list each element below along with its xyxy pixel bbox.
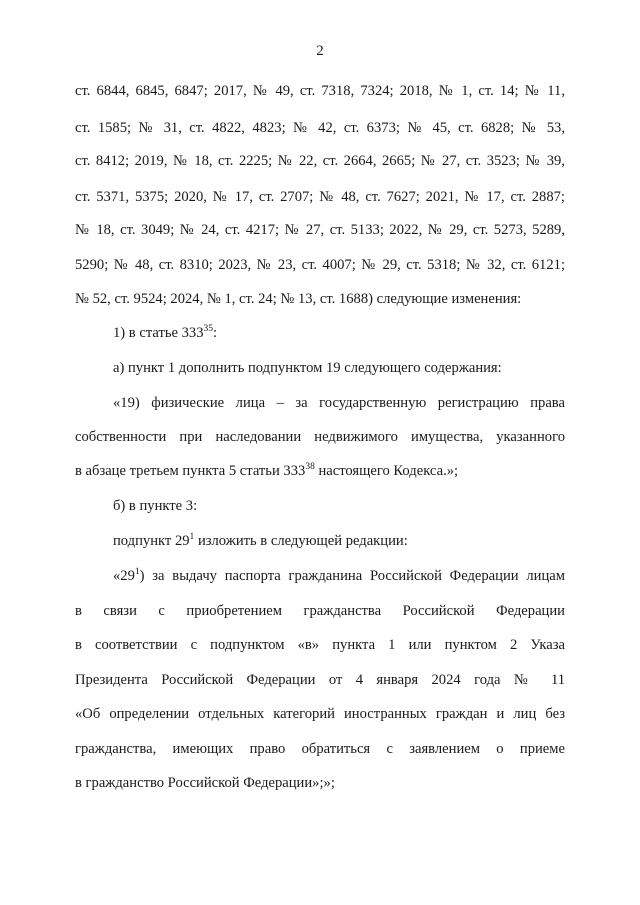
- quote19-line3-post: настоящего Кодекса.»;: [314, 463, 459, 479]
- quote29-l1-pre: «29: [113, 568, 135, 584]
- quote19-line: «19) физические лица – за государственную регистрацию права: [113, 395, 565, 411]
- quote29-l1-post: ) за выдачу паспорта гражданина Российской Федерации лицам: [139, 568, 565, 584]
- item-1-text: 1) в статье 333: [113, 325, 204, 341]
- quote29-line: «Об определении отдельных категорий иностранных граждан и лиц без: [75, 706, 565, 722]
- page-number: 2: [316, 43, 324, 59]
- text-line: ст. 1585; № 31, ст. 4822, 4823; № 42, ст. 6373; № 45, ст. 6828; № 53,: [75, 120, 565, 136]
- subitem-29-sup: 1: [189, 532, 195, 542]
- text-line: № 52, ст. 9524; 2024, № 1, ст. 24; № 13, ст. 1688) следующие изменения:: [75, 291, 522, 307]
- subitem-29: [113, 532, 565, 550]
- quote29-line: [113, 567, 565, 585]
- item-1: [113, 324, 565, 342]
- quote19-line: собственности при наследовании недвижимого имущества, указанного: [75, 429, 565, 445]
- text-line: ст. 5371, 5375; 2020, № 17, ст. 2707; № 48, ст. 7627; 2021, № 17, ст. 2887;: [75, 189, 565, 205]
- quote29-line: в гражданство Российской Федерации»;»;: [75, 775, 335, 791]
- item-a: а) пункт 1 дополнить подпунктом 19 следующего содержания:: [113, 360, 502, 376]
- quote29-line: в связи с приобретением гражданства Российской Федерации: [75, 603, 565, 619]
- text-line: 5290; № 48, ст. 8310; 2023, № 23, ст. 4007; № 29, ст. 5318; № 32, ст. 6121;: [75, 257, 565, 273]
- quote19-sup: 38: [305, 462, 315, 472]
- quote29-line: гражданства, имеющих право обратиться с заявлением о приеме: [75, 741, 565, 757]
- text-line: ст. 8412; 2019, № 18, ст. 2225; № 22, ст. 2664, 2665; № 27, ст. 3523; № 39,: [75, 153, 565, 169]
- subitem-29-post: изложить в следующей редакции:: [194, 533, 408, 549]
- item-1-tail: :: [213, 325, 218, 341]
- item-1-sup: 35: [203, 324, 214, 334]
- quote29-sup: 1: [134, 567, 140, 577]
- quote19-line3-pre: в абзаце третьем пункта 5 статьи 333: [75, 463, 306, 479]
- quote29-line: Президента Российской Федерации от 4 января 2024 года № 11: [75, 672, 565, 688]
- text-line: № 18, ст. 3049; № 24, ст. 4217; № 27, ст. 5133; 2022, № 29, ст. 5273, 5289,: [75, 222, 565, 238]
- quote29-line: в соответствии с подпунктом «в» пункта 1 или пунктом 2 Указа: [75, 637, 565, 653]
- text-line: ст. 6844, 6845, 6847; 2017, № 49, ст. 7318, 7324; 2018, № 1, ст. 14; № 11,: [75, 83, 565, 99]
- quote19-line: [75, 462, 565, 480]
- item-b: б) в пункте 3:: [113, 498, 198, 514]
- subitem-29-pre: подпункт 29: [113, 533, 190, 549]
